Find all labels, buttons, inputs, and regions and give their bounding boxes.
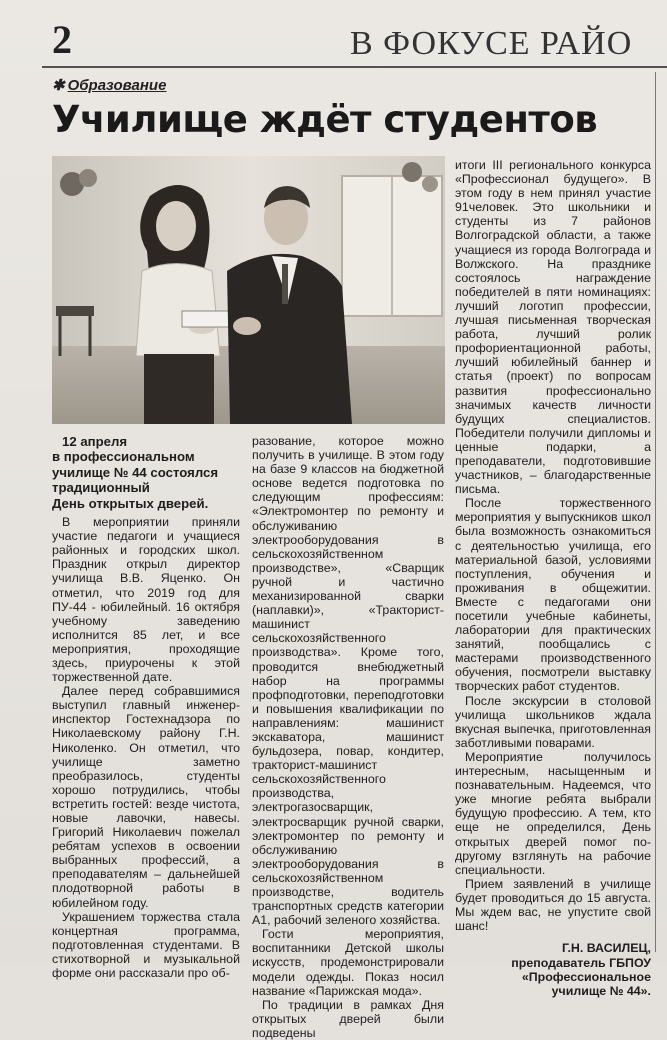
rubric bbox=[52, 76, 166, 94]
section-header: В ФОКУСЕ РАЙО bbox=[350, 25, 633, 62]
paragraph: В мероприятии приняли участие педагоги и учащиеся районных и городских школ. Праздник открыл директор училища В.В. Яценко. Он отметил, что 2019 год для ПУ-44 - юбилейный. 16 октября учебному заведению исполнится 85 лет, и все мероприятия, проходящие здесь, приурочены к этой торжественной дате. bbox=[52, 515, 240, 685]
lead-line: 12 апреля bbox=[62, 434, 128, 449]
article-column-3 bbox=[455, 158, 651, 999]
rubric-star-icon: ✱ bbox=[52, 77, 65, 94]
article-lead bbox=[52, 434, 240, 511]
paragraph: Прием заявлений в училище будет проводиться до 15 августа. Мы ждем вас, не упустите свой шанс! bbox=[455, 876, 651, 934]
lead-line: училище № 44 состоялся bbox=[52, 464, 219, 480]
paragraph: Далее перед собравшимися выступил главный инженер-инспектор Гостехнадзора по Николаевскому району Г.Н. Николенко. Он отметил, что училище заметно преобразилось, студенты хорошо потрудились, чтобы встретить гостей: везде чистота, новые лавочки, навесы. Григорий Николаевич пожелал ребятам успехов в освоении выбранных профессий, а преподавателям – дальнейшей плодотворной работы в юбилейном году. bbox=[52, 684, 240, 910]
paragraph: Украшением торжества стала концертная программа, подготовленная студентами. В стихотворной и музыкальной форме они рассказали про об- bbox=[52, 909, 240, 981]
article-title: Училище ждёт студентов bbox=[52, 98, 598, 141]
signature-line: преподаватель ГБПОУ bbox=[511, 955, 651, 970]
signature-line: Г.Н. ВАСИЛЕЦ, bbox=[561, 941, 651, 956]
page-number: 2 bbox=[52, 17, 72, 62]
signature-line: училище № 44». bbox=[551, 984, 651, 999]
paragraph: После экскурсии в столовой училища школьников ждала вкусная выпечка, приготовленная заботливыми поварами. bbox=[455, 693, 651, 750]
paragraph: По традиции в рамках Дня открытых дверей были подведены bbox=[252, 997, 444, 1040]
column-rule bbox=[655, 72, 656, 952]
paragraph: Мероприятие получилось интересным, насыщенным и познавательным. Надеемся, что уже многие ребята выбрали будущую профессию. А тем, кто еще не определился, День открытых дверей помог по-другому взглянуть на рабочие специальности. bbox=[455, 749, 651, 877]
paragraph: итоги III регионального конкурса «Профессионал будущего». В этом году в нем принял участие 91человек. Это школьники и студенты из 7 районов Волгоградской области, а также учащиеся из города Волгограда и Волжского. На празднике состоялось награждение победителей в пяти номинациях: лучший логотип профессии, лучшая письменная творческая работа, лучший ролик профориентационной работы, лучший юбилейный баннер и статья (проект) по вопросам развития профессионально значимых качеств личности будущих специалистов. Победители получили дипломы и ценные подарки, а преподаватели, подготовившие участников, – благодарственные письма. bbox=[455, 158, 651, 497]
article-photo bbox=[52, 156, 445, 424]
paragraph: Гости мероприятия, воспитанники Детской школы искусств, продемонстрировали модели одежды. Показ носил название «Парижская мода». bbox=[252, 927, 444, 998]
paragraph: разование, которое можно получить в училище. В этом году на базе 9 классов на бюджетной основе ведется подготовка по следующим профессиям: «Электромонтер по ремонту и обслуживанию электрооборудования в сельскохозяйственном производстве», «Сварщик ручной и частично механизированной сварки (наплавки)», «Тракторист-машинист сельскохозяйственного производства». Кроме того, проводится внебюджетный набор на программы профподготовки, переподготовки и повышения квалификации по направлениям: машинист экскаватора, машинист бульдозера, повар, кондитер, тракторист-машинист сельскохозяйственного производства, электрогазосварщик, электросварщик ручной сварки, электромонтер по ремонту и обслуживанию электрооборудования в сельскохозяйственном производстве, водитель транспортных средств категории А1, рабочий зеленого хозяйства. bbox=[252, 434, 444, 928]
header-rule bbox=[42, 66, 667, 68]
lead-line: в профессиональном bbox=[52, 449, 195, 465]
signature-line: «Профессиональное bbox=[521, 969, 651, 984]
article-column-1 bbox=[52, 434, 240, 980]
lead-line: День открытых дверей. bbox=[52, 495, 209, 511]
article-signature bbox=[455, 941, 651, 999]
lead-line: традиционный bbox=[52, 480, 150, 496]
article-column-2 bbox=[252, 434, 444, 1040]
rubric-label: Образование bbox=[67, 77, 167, 94]
paragraph: После торжественного мероприятия у выпускников школ была возможность ознакомиться с деятельностью училища, его материальной базой, условиями поступления, обучения и проживания в общежитии. Вместе с педагогами они посетили учебные кабинеты, лаборатории для практических занятий, пообщались с мастерами производственного обучения, посмотрели выставку творческих работ студентов. bbox=[455, 496, 651, 694]
